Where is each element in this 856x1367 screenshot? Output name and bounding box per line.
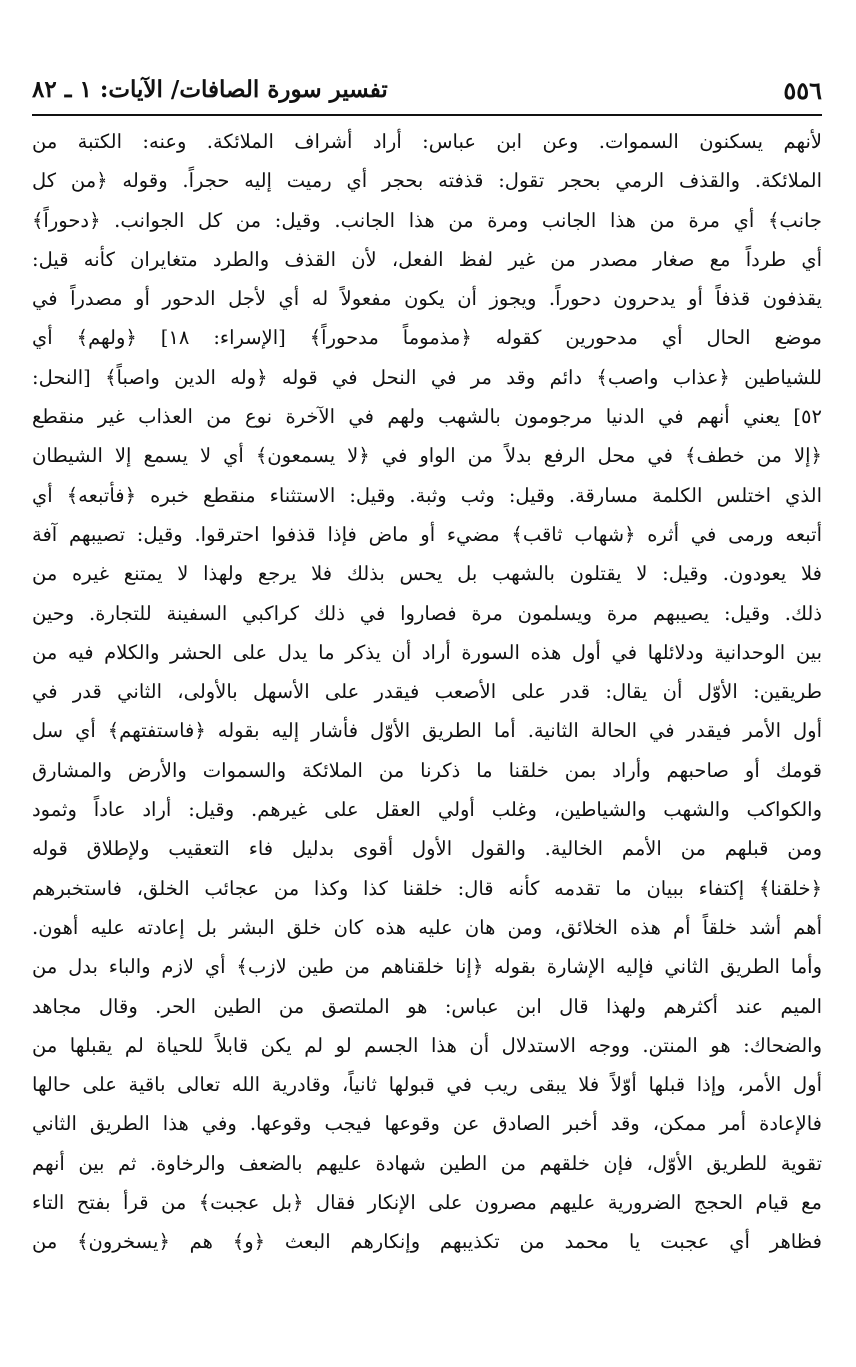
text-line: فلا يعودون. وقيل: لا يقتلون بالشهب بل يحس بذلك فلا يرجع ولهذا لا يمتنع غيره من [32, 562, 822, 586]
text-line: ومن قبلهم من الأمم الخالية. والقول الأول أقوى بدليل فاء التعقيب ولإطلاق قوله [32, 837, 822, 861]
text-line: يقذفون قذفاً أو يدحرون دحوراً. ويجوز أن يكون مفعولاً له أي لأجل الدحور أو مصدراً في [32, 287, 822, 311]
text-line: أي طرداً مع صغار مصدر من غير لفظ الفعل، لأن القذف والطرد متغايران كأنه قيل: [32, 247, 822, 271]
text-line: للشياطين ﴿عذاب واصب﴾ دائم وقد مر في النحل في قوله ﴿وله الدين واصباً﴾ [النحل: [32, 365, 822, 389]
text-line: لأنهم يسكنون السموات. وعن ابن عباس: أراد أشراف الملائكة. وعنه: الكتبة من [32, 130, 822, 153]
text-line: الذي اختلس الكلمة مسارقة. وقيل: وثب وثبة. وقيل: الاستثناء منقطع خبره ﴿فأتبعه﴾ أي [32, 483, 822, 507]
text-line: طريقين: الأوّل أن يقال: قدر على الأصعب فيقدر على الأسهل بالأولى، الثاني قدر في [32, 680, 822, 704]
text-line: بين الوحدانية ودلائلها في أول هذه السورة أراد أن يذكر ما يدل على الحشر والكلام فيه من [32, 640, 822, 664]
text-line: ﴿إلا من خطف﴾ في محل الرفع بدلاً من الواو في ﴿لا يسمعون﴾ أي لا يسمع إلا الشيطان [32, 444, 822, 468]
text-line: ذلك. وقيل: يصيبهم مرة ويسلمون مرة فصاروا في ذلك كراكبي السفينة للتجارة. وحين [32, 601, 822, 625]
text-line: مع قيام الحجج الضرورية عليهم مصرون على الإنكار فقال ﴿بل عجبت﴾ من قرأ بفتح التاء [32, 1191, 822, 1215]
text-line: موضع الحال أي مدحورين كقوله ﴿مذموماً مدحوراً﴾ [الإسراء: ١٨] ﴿ولهم﴾ أي [32, 326, 822, 350]
page-header [32, 72, 822, 112]
running-head: تفسير سورة الصافات/ الآيات: ١ ـ ٨٢ [32, 76, 388, 103]
text-line: أتبعه ورمى في أثره ﴿شهاب ثاقب﴾ مضيء أو ماض فإذا قذفوا احترقوا. وقيل: تصيبهم آفة [32, 522, 822, 546]
text-line: ﴿خلقنا﴾ إكتفاء ببيان ما تقدمه كأنه قال: خلقنا كذا وكذا من عجائب الخلق، فاستخبرهم [32, 876, 822, 900]
text-line: والكواكب والشهب والشياطين، وغلب أولي العقل على غيرهم. وقيل: أراد عاداً وثمود [32, 798, 822, 822]
header-rule [32, 114, 822, 116]
text-line: وأما الطريق الثاني فإليه الإشارة بقوله ﴿إنا خلقناهم من طين لازب﴾ أي لازم والباء بدل من [32, 955, 822, 979]
text-line: فظاهر أي عجبت يا محمد من تكذيبهم وإنكارهم البعث ﴿و﴾ هم ﴿يسخرون﴾ من [32, 1230, 822, 1254]
text-line: تقوية للطريق الأوّل، فإن خلقهم من الطين شهادة عليهم بالضعف والرخاوة. ثم بين أنهم [32, 1151, 822, 1175]
text-line: أول الأمر فيقدر في الحالة الثانية. أما الطريق الأوّل فأشار إليه بقوله ﴿فاستفتهم﴾ أي سل [32, 719, 822, 743]
text-line: ٥٢] يعني أنهم في الدنيا مرجومون بالشهب ولهم في الآخرة نوع من العذاب غير منقطع [32, 405, 822, 429]
body-text [32, 122, 822, 1262]
text-line: أول الأمر، وإذا قبلها أوّلاً فلا يبقى ريب في قبولها ثانياً، وقادرية الله تعالى باقية على حالها [32, 1073, 822, 1097]
text-line: جانب﴾ أي مرة من هذا الجانب ومرة من هذا الجانب. وقيل: من كل الجوانب. ﴿دحوراً﴾ [32, 208, 822, 232]
text-line: قومك أو صاحبهم وأراد بمن خلقنا ما ذكرنا من الملائكة والسموات والأرض والمشارق [32, 758, 822, 782]
text-line: والضحاك: هو المنتن. ووجه الاستدلال أن هذا الجسم لو لم يكن قابلاً للحياة لم يقبلها من [32, 1033, 822, 1057]
page-number: ٥٥٦ [783, 76, 822, 105]
text-line: الملائكة. والقذف الرمي بحجر تقول: قذفته بحجر أي رميت إليه حجراً. وقوله ﴿من كل [32, 169, 822, 193]
text-line: الميم عند أكثرهم ولهذا قال ابن عباس: هو الملتصق من الطين الحر. وقال مجاهد [32, 994, 822, 1018]
text-line: أهم أشد خلقاً أم هذه الخلائق، ومن هان عليه هذه كان خلق البشر بل إعادته عليه أهون. [32, 915, 822, 939]
text-line: فالإعادة أمر ممكن، وقد أخبر الصادق عن وقوعها فيجب وقوعها. وفي هذا الطريق الثاني [32, 1112, 822, 1136]
